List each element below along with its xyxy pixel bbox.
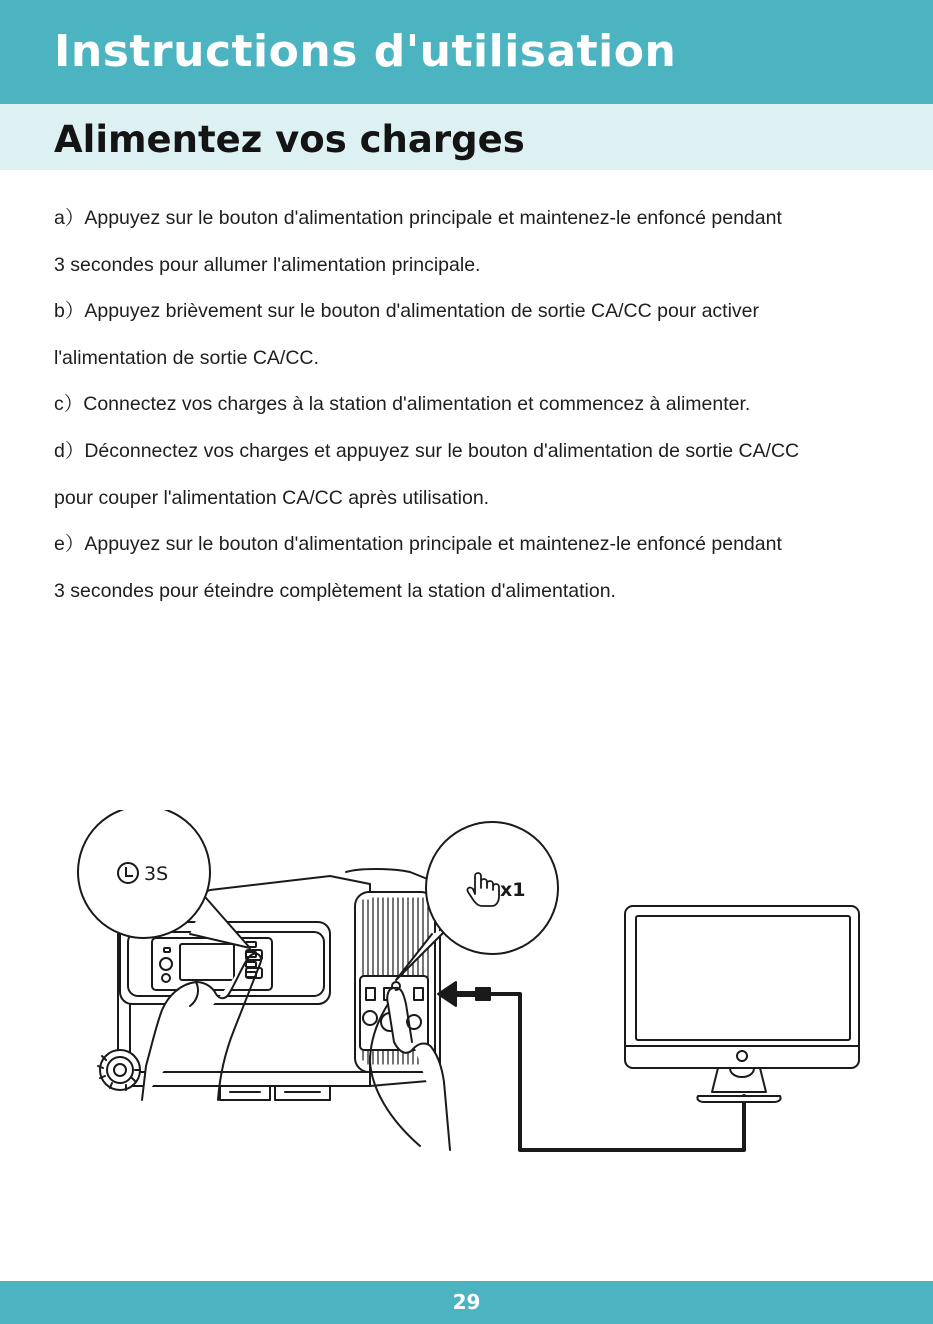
page-title: Instructions d'utilisation (54, 26, 677, 77)
footer-band (0, 1281, 933, 1324)
instruction-line: b）Appuyez brièvement sur le bouton d'alimentation de sortie CA/CC pour activer (54, 300, 759, 323)
instruction-line: e）Appuyez sur le bouton d'alimentation principale et maintenez-le enfoncé pendant (54, 533, 782, 556)
instruction-line: pour couper l'alimentation CA/CC après utilisation. (54, 486, 490, 509)
instruction-line: d）Déconnectez vos charges et appuyez sur le bouton d'alimentation de sortie CA/CC (54, 439, 800, 462)
instruction-line: 3 secondes pour éteindre complètement la station d'alimentation. (54, 579, 616, 602)
instruction-line: 3 secondes pour allumer l'alimentation principale. (54, 253, 481, 276)
usage-illustration (70, 810, 870, 1170)
instruction-line: c）Connectez vos charges à la station d'alimentation et commencez à alimenter. (54, 393, 751, 416)
instruction-line: a）Appuyez sur le bouton d'alimentation principale et maintenez-le enfoncé pendant (54, 207, 782, 229)
hold-duration-label: 3S (144, 863, 169, 885)
section-title: Alimentez vos charges (54, 118, 525, 161)
plug-arrow (438, 982, 490, 1006)
press-count-label: x1 (500, 879, 526, 901)
header-band (0, 0, 933, 104)
instruction-list (54, 199, 894, 618)
instruction-line: l'alimentation de sortie CA/CC. (54, 346, 319, 369)
illustration-svg (70, 810, 870, 1170)
page-number: 29 (452, 1290, 481, 1314)
monitor-device (625, 906, 859, 1102)
section-band (0, 104, 933, 170)
